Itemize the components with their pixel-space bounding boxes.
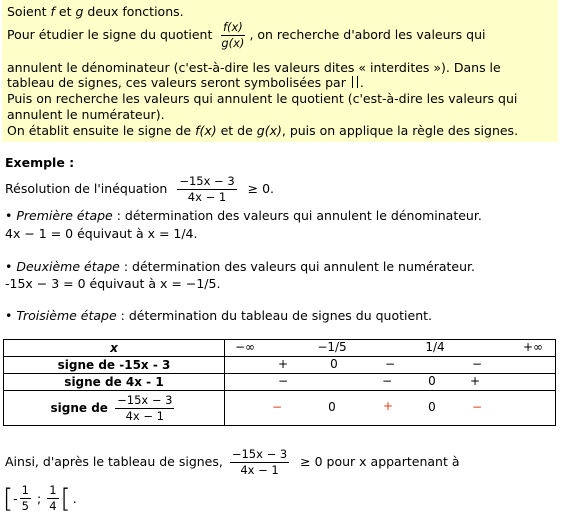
table-row-numerator	[4, 357, 556, 374]
right-bracket: [	[60, 483, 71, 514]
inequality: ≥ 0.	[247, 181, 275, 196]
definition-box	[2, 0, 558, 142]
sign-value: −	[471, 357, 483, 371]
resolution-line	[5, 174, 274, 204]
sign-value: −	[271, 400, 283, 414]
text: On établit ensuite le signe de	[7, 123, 196, 138]
var-g: g	[75, 4, 84, 19]
step3-label: Troisième étape	[16, 308, 117, 323]
row-label	[4, 391, 225, 426]
conclusion-line	[5, 447, 460, 477]
denominator: 4x − 1	[240, 463, 279, 477]
quotient-fraction	[219, 21, 246, 50]
denominator: 4x − 1	[187, 190, 227, 204]
sign-value: +	[277, 357, 289, 371]
intro-line-1	[7, 4, 184, 19]
x-label-text: x	[110, 341, 118, 355]
bullet: •	[5, 208, 17, 223]
numerator: −15x − 3	[117, 392, 173, 407]
text: signe de	[50, 400, 108, 415]
x-label	[4, 340, 225, 357]
row-values	[225, 374, 556, 391]
text: : détermination des valeurs qui annulent le numérateur.	[119, 259, 476, 274]
period: .	[72, 491, 77, 506]
sign-value: −	[471, 400, 483, 414]
x-value: −∞	[234, 340, 256, 354]
left-bracket: [	[3, 483, 14, 514]
intro-line-7	[7, 123, 518, 138]
row-label: signe de 4x - 1	[4, 374, 225, 391]
step1-line	[5, 208, 482, 223]
upper-bound	[47, 484, 58, 513]
text: , on recherche d'abord les valeurs qui	[249, 27, 486, 42]
fx: f(x)	[195, 123, 217, 138]
solution-interval	[3, 484, 77, 513]
denominator: 5	[21, 499, 29, 513]
denominator: 4	[49, 499, 57, 513]
numerator: 1	[21, 483, 29, 497]
conclusion-fraction	[230, 448, 289, 477]
separator: ;	[37, 491, 42, 506]
row-values	[225, 357, 556, 374]
lower-bound	[20, 484, 31, 513]
gx: g(x)	[256, 123, 282, 138]
sign-table	[3, 339, 556, 426]
text: , puis on applique la règle des signes.	[281, 123, 519, 138]
row-values	[225, 391, 556, 426]
step1-equation: 4x − 1 = 0 équivaut à x = 1/4.	[5, 226, 198, 241]
sign-value: +	[382, 399, 394, 413]
sign-value: +	[469, 374, 481, 388]
sign-value: −	[384, 357, 396, 371]
forbidden-symbol-bar	[357, 76, 358, 88]
text: : détermination des valeurs qui annulent le dénominateur.	[112, 208, 482, 223]
step3-line	[5, 308, 432, 323]
intro-line-2	[7, 21, 485, 50]
forbidden-symbol-bar	[352, 76, 353, 88]
text: et	[54, 4, 76, 19]
step2-label: Deuxième étape	[16, 259, 120, 274]
intro-line-6: annulent le numérateur).	[7, 107, 165, 122]
table-row-x	[4, 340, 556, 357]
intro-line-5: Puis on recherche les valeurs qui annulent le quotient (c'est-à-dire les valeurs qui	[7, 91, 518, 106]
table-row-denominator	[4, 374, 556, 391]
intro-line-3: annulent le dénominateur (c'est-à-dire les valeurs dites « interdites »). Dans le	[7, 60, 501, 75]
x-value: −1/5	[317, 340, 347, 354]
x-value: 1/4	[425, 340, 445, 354]
text: Ainsi, d'après le tableau de signes,	[5, 454, 223, 469]
numerator: −15x − 3	[179, 174, 235, 188]
text: ≥ 0 pour x appartenant à	[300, 454, 460, 469]
example-heading: Exemple :	[5, 155, 75, 170]
sign-value: 0	[428, 374, 436, 388]
text: Soient	[7, 4, 51, 19]
inequation-fraction	[177, 175, 236, 204]
var-f: f	[50, 4, 55, 19]
step2-line	[5, 259, 475, 274]
step2-equation: -15x − 3 = 0 équivaut à x = −1/5.	[5, 276, 221, 291]
text: : détermination du tableau de signes du quotient.	[116, 308, 432, 323]
sign-value: 0	[330, 357, 338, 371]
numerator: f(x)	[222, 20, 243, 34]
sign-value: 0	[328, 400, 336, 414]
row-label: signe de -15x - 3	[4, 357, 225, 374]
text: Résolution de l'inéquation	[5, 181, 168, 196]
text: Pour étudier le signe du quotient	[7, 27, 217, 42]
table-row-quotient	[4, 391, 556, 426]
sign-value: −	[381, 374, 393, 388]
text: et de	[216, 123, 257, 138]
bullet: •	[5, 308, 17, 323]
text: deux fonctions.	[83, 4, 184, 19]
text: tableau de signes, ces valeurs seront symbolisées par	[7, 75, 346, 90]
numerator: 1	[49, 483, 57, 497]
intro-line-4: tableau de signes, ces valeurs seront symbolisées par .	[7, 75, 364, 90]
bullet: •	[5, 259, 17, 274]
sign-value: −	[277, 374, 289, 388]
sign-value: 0	[428, 400, 436, 414]
denominator: 4x − 1	[125, 408, 164, 423]
x-values	[225, 340, 556, 357]
step1-label: Première étape	[16, 208, 113, 223]
x-value: +∞	[522, 340, 544, 354]
denominator: g(x)	[221, 36, 245, 50]
minus-sign: -	[13, 491, 18, 506]
quotient-fraction	[115, 394, 174, 423]
numerator: −15x − 3	[231, 447, 288, 461]
